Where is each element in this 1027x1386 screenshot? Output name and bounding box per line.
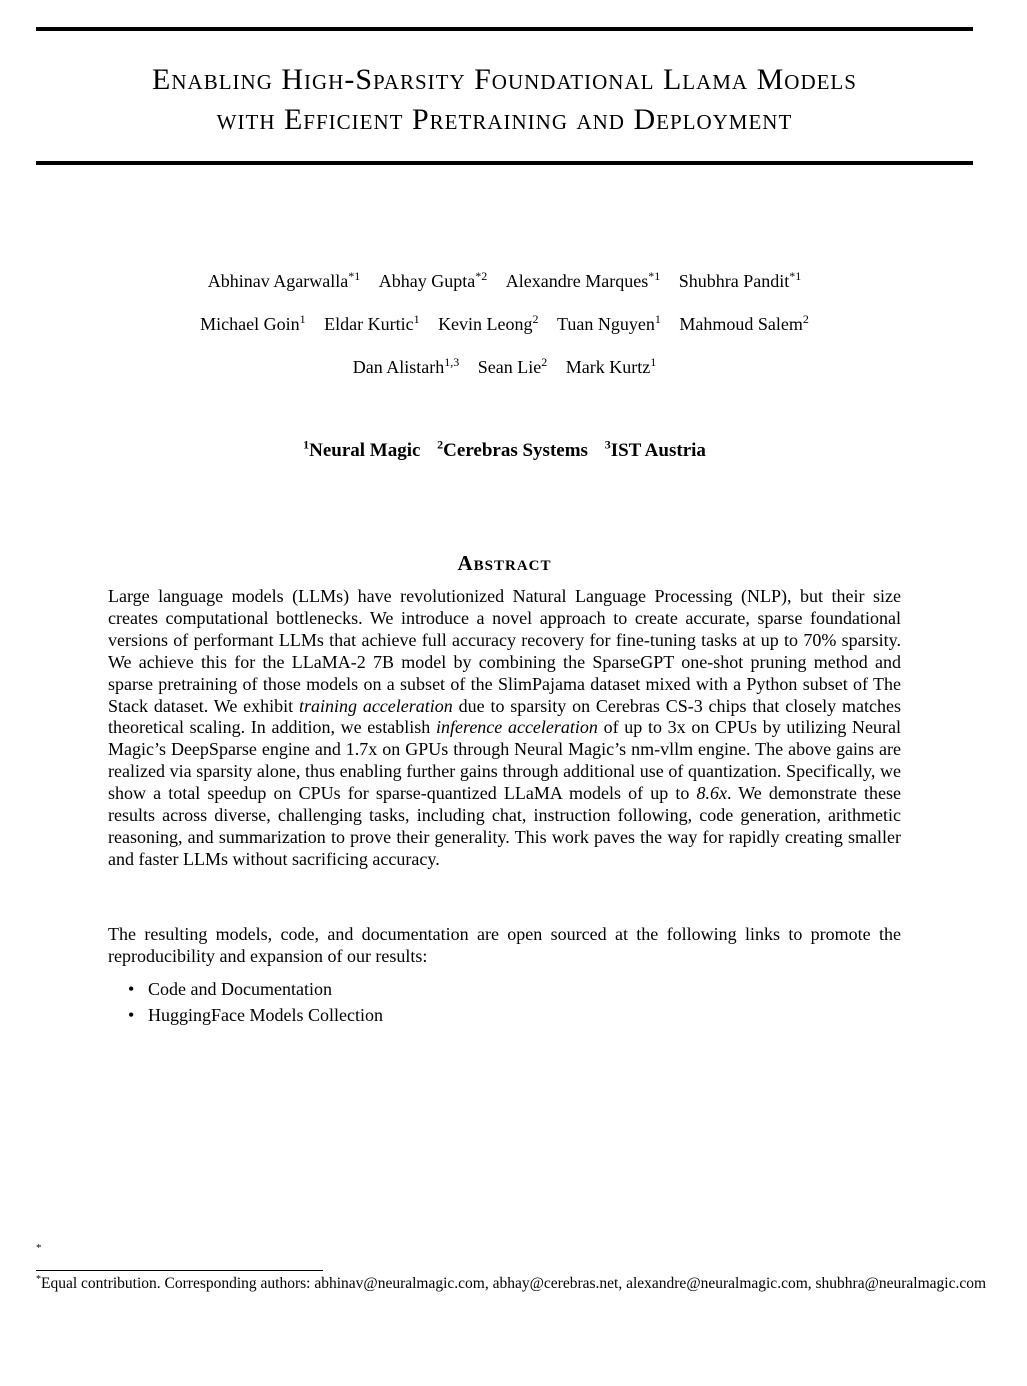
author-row-2 [36, 312, 973, 336]
author: Eldar Kurtic$^1$ [324, 312, 420, 334]
bullet-icon: • [128, 1005, 135, 1025]
author: Dan Alistarh$^{1,3}$ [352, 355, 460, 377]
footnote-rule [36, 1270, 323, 1271]
huggingface-collection-link[interactable]: HuggingFace Models Collection [148, 1005, 383, 1025]
author: Kevin Leong$^2$ [438, 312, 539, 334]
paper-title-line-2: with Efficient Pretraining and Deployment [216, 103, 793, 136]
open-source-paragraph: The resulting models, code, and documentation are open sourced at the following links to promote the reproducibility and expansion of our results: [108, 924, 901, 966]
author: Alexandre Marques$^{*1}$ [505, 269, 661, 291]
bullet-icon: • [128, 979, 135, 999]
author: Michael Goin$^1$ [200, 312, 306, 334]
author: Shubhra Pandit$^{*1}$ [678, 269, 802, 291]
footnote: *Equal contribution. Corresponding authors: abhinav@neuralmagic.com, abhay@cerebras.net, alexandre@neuralmagic.com, shubhra@neuralmagic.com [36, 1273, 987, 1292]
author: Mark Kurtz$^1$ [565, 355, 657, 377]
title-top-rule [36, 27, 973, 31]
affiliation: $^2$Cerebras Systems [437, 437, 588, 461]
author: Abhinav Agarwalla$^{*1}$ [207, 269, 361, 291]
author: Abhay Gupta$^{*2}$ [378, 269, 488, 291]
title-bottom-rule [36, 161, 973, 165]
code-docs-link[interactable]: Code and Documentation [148, 979, 332, 999]
author: Mahmoud Salem$^2$ [679, 312, 809, 334]
author-row-1 [36, 269, 973, 293]
list-item [128, 976, 383, 1002]
abstract-body: Large language models (LLMs) have revolutionized Natural Language Processing (NLP), but their size creates computational bottlenecks. We introduce a novel approach to create accurate, sparse foundational versions of performant LLMs that achieve full accuracy recovery for fine-tuning tasks at up to 70% sparsity. We achieve this for the LLaMA-2 7B model by combining the SparseGPT one-shot pruning method and sparse pretraining of those models on a subset of the SlimPajama dataset mixed with a Python subset of The Stack dataset. We exhibit training acceleration due to sparsity on Cerebras CS-3 chips that closely matches theoretical scaling. In addition, we establish inference acceleration of up to 3x on CPUs by utilizing Neural Magic’s DeepSparse engine and 1.7x on GPUs through Neural Magic’s nm-vllm engine. The above gains are realized via sparsity alone, thus enabling further gains through additional use of quantization. Specifically, we show a total speedup on CPUs for sparse-quantized LLaMA models of up to 8.6x. We demonstrate these results across diverse, challenging tasks, including chat, instruction following, code generation, arithmetic reasoning, and summarization to prove their generality. This work paves the way for rapidly creating smaller and faster LLMs without sacrificing accuracy. [108, 586, 902, 869]
author: Tuan Nguyen$^1$ [557, 312, 661, 334]
author: Sean Lie$^2$ [477, 355, 548, 377]
list-item [128, 1002, 383, 1028]
author-row-3 [36, 355, 973, 379]
affiliation: $^1$Neural Magic [303, 437, 421, 461]
footnote-star: * [36, 1242, 42, 1254]
affiliation: $^3$IST Austria [604, 437, 706, 461]
resource-links-list [128, 976, 383, 1028]
affiliations [36, 437, 973, 462]
paper-title-line-1: Enabling High-Sparsity Foundational Llama Models [152, 63, 857, 96]
abstract-heading: Abstract [457, 551, 552, 575]
